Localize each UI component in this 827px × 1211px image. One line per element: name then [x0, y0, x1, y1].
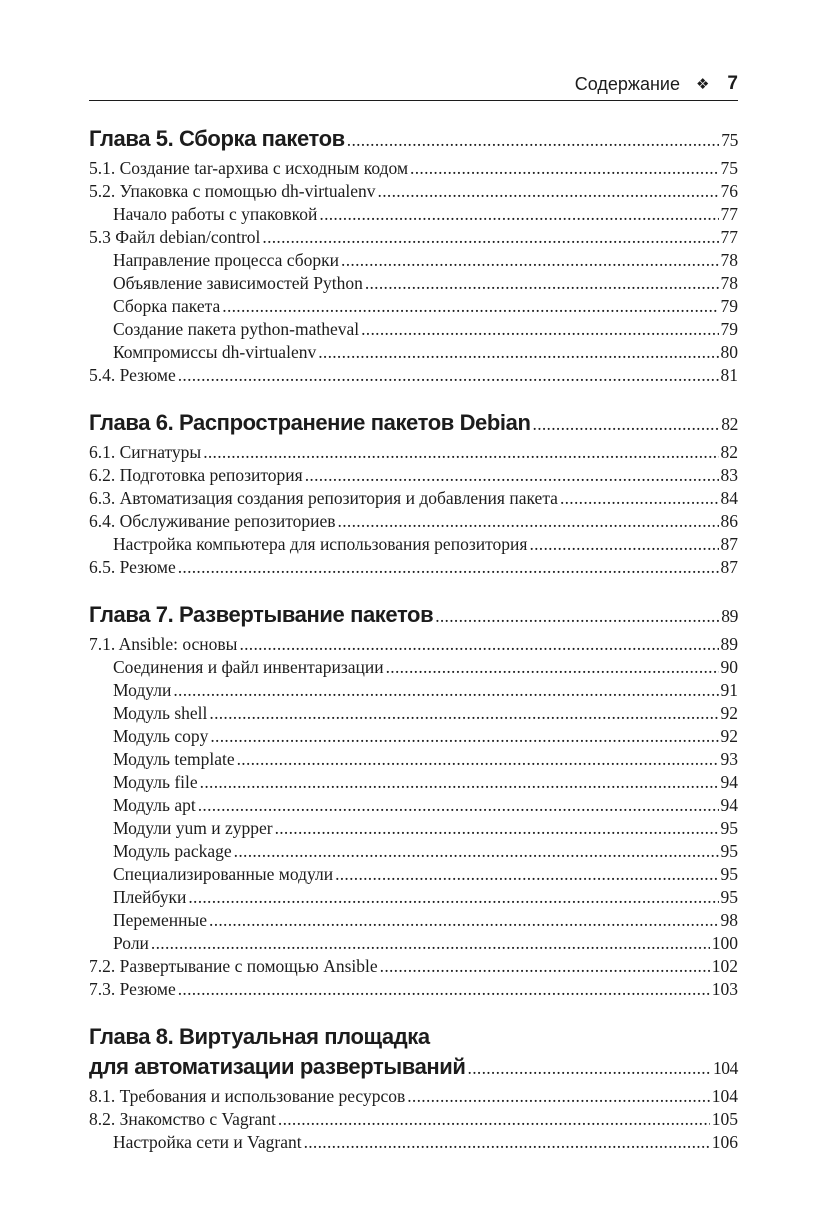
toc-subentry[interactable] — [89, 794, 738, 817]
entry-title: Роли — [113, 933, 149, 953]
entry-title: Переменные — [113, 910, 208, 930]
toc-entry[interactable] — [89, 487, 738, 510]
entry-page: 94 — [720, 795, 738, 815]
entry-title: Создание пакета python-matheval — [113, 319, 360, 339]
toc-entry[interactable] — [89, 556, 738, 579]
chapter-title: Глава 7. Развертывание пакетов — [89, 602, 434, 627]
toc-subentry[interactable] — [89, 702, 738, 725]
dot-leader — [365, 272, 719, 295]
entry-title: 6.1. Сигнатуры — [89, 442, 202, 462]
dot-leader — [178, 364, 719, 387]
entry-title: Модуль file — [113, 772, 198, 792]
toc-subentry[interactable] — [89, 863, 738, 886]
entry-title: Модуль shell — [113, 703, 208, 723]
chapter-page: 104 — [712, 1058, 738, 1078]
entry-title: 5.4. Резюме — [89, 365, 176, 385]
toc-subentry[interactable] — [89, 272, 738, 295]
dot-leader — [234, 840, 719, 863]
entry-page: 75 — [720, 158, 738, 178]
dot-leader — [188, 886, 718, 909]
dot-leader — [341, 249, 718, 272]
dot-leader — [200, 771, 719, 794]
page-header — [89, 68, 738, 101]
entry-page: 94 — [720, 772, 738, 792]
dot-leader — [347, 125, 720, 155]
entry-page: 80 — [720, 342, 738, 362]
dot-leader — [410, 157, 718, 180]
entry-title: Объявление зависимостей Python — [113, 273, 363, 293]
toc-subentry[interactable] — [89, 725, 738, 748]
entry-title: Настройка компьютера для использования репозитория — [113, 534, 528, 554]
dot-leader — [378, 180, 719, 203]
entry-title: 6.2. Подготовка репозитория — [89, 465, 303, 485]
dot-leader — [335, 863, 718, 886]
dot-leader — [173, 679, 718, 702]
entry-page: 104 — [711, 1086, 738, 1106]
chapter-page: 89 — [721, 606, 738, 626]
entry-page: 106 — [711, 1132, 738, 1152]
dot-leader — [178, 556, 719, 579]
entry-page: 78 — [720, 250, 738, 270]
toc-subentry[interactable] — [89, 909, 738, 932]
ornament-icon: ❖ — [695, 76, 710, 93]
page-number: 7 — [727, 73, 738, 94]
entry-page: 77 — [720, 204, 738, 224]
chapter-page: 82 — [721, 414, 738, 434]
toc-entry[interactable] — [89, 1108, 738, 1131]
entry-page: 84 — [720, 488, 738, 508]
entry-page: 87 — [720, 534, 738, 554]
toc-entry[interactable] — [89, 510, 738, 533]
entry-title: Специализированные модули — [113, 864, 334, 884]
dot-leader — [386, 656, 719, 679]
dot-leader — [533, 409, 720, 439]
toc-subentry[interactable] — [89, 1131, 738, 1154]
toc-subentry[interactable] — [89, 748, 738, 771]
toc-entry[interactable] — [89, 955, 738, 978]
entry-title: Направление процесса сборки — [113, 250, 340, 270]
entry-page: 77 — [720, 227, 738, 247]
entry-title: 7.1. Ansible: основы — [89, 634, 238, 654]
toc-entry[interactable] — [89, 1085, 738, 1108]
toc-subentry[interactable] — [89, 656, 738, 679]
entry-page: 82 — [720, 442, 738, 462]
dot-leader — [178, 978, 710, 1001]
dot-leader — [529, 533, 718, 556]
dot-leader — [198, 794, 719, 817]
dot-leader — [305, 464, 719, 487]
entry-title: Модуль package — [113, 841, 232, 861]
toc-chapter-8[interactable] — [89, 1052, 738, 1082]
entry-page: 92 — [720, 703, 738, 723]
dot-leader — [468, 1053, 711, 1083]
toc-entry[interactable] — [89, 978, 738, 1001]
entry-page: 92 — [720, 726, 738, 746]
entry-title: 8.1. Требования и использование ресурсов — [89, 1086, 406, 1106]
entry-title: Соединения и файл инвентаризации — [113, 657, 384, 677]
entry-title: 7.2. Развертывание с помощью Ansible — [89, 956, 378, 976]
entry-title: Начало работы с упаковкой — [113, 204, 318, 224]
toc-entry[interactable] — [89, 633, 738, 656]
dot-leader — [222, 295, 718, 318]
entry-title: 7.3. Резюме — [89, 979, 176, 999]
entry-title: Плейбуки — [113, 887, 187, 907]
toc-entry[interactable] — [89, 157, 738, 180]
entry-page: 102 — [711, 956, 738, 976]
toc-entry[interactable] — [89, 180, 738, 203]
chapter-title: Глава 6. Распространение пакетов Debian — [89, 410, 531, 435]
entry-page: 79 — [720, 296, 738, 316]
dot-leader — [319, 203, 718, 226]
entry-page: 105 — [711, 1109, 738, 1129]
toc-entry[interactable] — [89, 364, 738, 387]
running-title: Содержание — [574, 73, 680, 94]
dot-leader — [209, 909, 718, 932]
dot-leader — [203, 441, 718, 464]
chapter-title: для автоматизации развертываний — [89, 1054, 466, 1079]
entry-title: 5.2. Упаковка с помощью dh-virtualenv — [89, 181, 376, 201]
toc-subentry[interactable] — [89, 771, 738, 794]
dot-leader — [435, 601, 719, 631]
entry-title: Модуль copy — [113, 726, 209, 746]
dot-leader — [237, 748, 719, 771]
toc-subentry[interactable] — [89, 840, 738, 863]
entry-title: 5.1. Создание tar-архива с исходным кодом — [89, 158, 409, 178]
dot-leader — [338, 510, 719, 533]
dot-leader — [210, 725, 718, 748]
toc-subentry[interactable] — [89, 249, 738, 272]
toc-subentry[interactable] — [89, 318, 738, 341]
entry-page: 78 — [720, 273, 738, 293]
toc-subentry[interactable] — [89, 679, 738, 702]
entry-title: 5.3 Файл debian/control — [89, 227, 261, 247]
entry-title: Модуль apt — [113, 795, 196, 815]
entry-title: Модуль template — [113, 749, 235, 769]
entry-title: Настройка сети и Vagrant — [113, 1132, 302, 1152]
toc-subentry[interactable] — [89, 817, 738, 840]
entry-page: 90 — [720, 657, 738, 677]
chapter-page: 75 — [721, 130, 738, 150]
entry-title: 6.4. Обслуживание репозиториев — [89, 511, 336, 531]
entry-title: 6.5. Резюме — [89, 557, 176, 577]
entry-title: 6.3. Автоматизация создания репозитория и добавления пакета — [89, 488, 558, 508]
entry-page: 87 — [720, 557, 738, 577]
dot-leader — [380, 955, 710, 978]
entry-page: 103 — [711, 979, 738, 999]
dot-leader — [560, 487, 719, 510]
entry-page: 91 — [720, 680, 738, 700]
dot-leader — [275, 817, 719, 840]
entry-title: Модули yum и zypper — [113, 818, 273, 838]
toc-chapter-7[interactable] — [89, 600, 738, 630]
dot-leader — [239, 633, 718, 656]
entry-title: Сборка пакета — [113, 296, 221, 316]
entry-page: 95 — [720, 887, 738, 907]
toc-subentry[interactable] — [89, 341, 738, 364]
chapter-title: Глава 5. Сборка пакетов — [89, 126, 345, 151]
dot-leader — [361, 318, 718, 341]
toc-subentry[interactable] — [89, 203, 738, 226]
toc-subentry[interactable] — [89, 886, 738, 909]
dot-leader — [151, 932, 710, 955]
toc-entry[interactable] — [89, 226, 738, 249]
table-of-contents — [89, 124, 738, 1154]
entry-page: 89 — [720, 634, 738, 654]
toc-entry[interactable] — [89, 464, 738, 487]
dot-leader — [278, 1108, 710, 1131]
entry-page: 86 — [720, 511, 738, 531]
dot-leader — [262, 226, 718, 249]
entry-title: Компромиссы dh-virtualenv — [113, 342, 317, 362]
entry-page: 98 — [720, 910, 738, 930]
entry-page: 95 — [720, 818, 738, 838]
entry-title: Модули — [113, 680, 172, 700]
toc-subentry[interactable] — [89, 932, 738, 955]
entry-page: 76 — [720, 181, 738, 201]
toc-chapter-6[interactable] — [89, 408, 738, 438]
dot-leader — [304, 1131, 710, 1154]
entry-page: 81 — [720, 365, 738, 385]
entry-page: 93 — [720, 749, 738, 769]
toc-entry[interactable] — [89, 441, 738, 464]
toc-chapter-5[interactable] — [89, 124, 738, 154]
entry-page: 100 — [711, 933, 738, 953]
dot-leader — [407, 1085, 710, 1108]
entry-page: 83 — [720, 465, 738, 485]
toc-chapter-8-line1[interactable]: Глава 8. Виртуальная площадка — [89, 1024, 430, 1049]
entry-page: 79 — [720, 319, 738, 339]
toc-subentry[interactable] — [89, 533, 738, 556]
entry-page: 95 — [720, 864, 738, 884]
entry-title: 8.2. Знакомство с Vagrant — [89, 1109, 276, 1129]
dot-leader — [209, 702, 718, 725]
toc-subentry[interactable] — [89, 295, 738, 318]
dot-leader — [318, 341, 718, 364]
entry-page: 95 — [720, 841, 738, 861]
